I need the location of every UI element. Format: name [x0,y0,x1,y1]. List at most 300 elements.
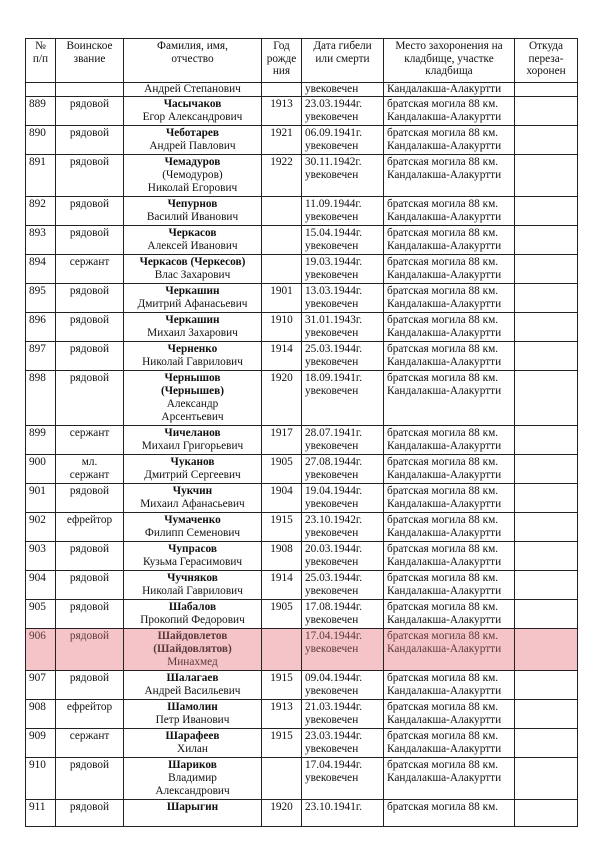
death-line: 31.01.1943г. [305,314,363,326]
cell-rank: ефрейтор [56,700,124,729]
cell-name [124,255,262,284]
surname: Черкашин [165,314,220,326]
cell-death [302,629,384,671]
cell-name: Андрей Степанович [124,83,262,97]
place-line: Кандалакша-Алакуртти [387,772,502,784]
given-name-line: Кузьма Герасимович [142,556,243,568]
table-row [26,255,578,284]
place-line: братская могила 88 км. [387,759,499,771]
death-line: 25.03.1944г. [305,572,363,584]
cell-place [384,800,515,827]
cell-death [302,484,384,513]
place-line: Кандалакша-Алакуртти [387,111,502,123]
header-death [302,39,384,83]
header-rank [56,39,124,83]
cell-death [302,513,384,542]
surname: Чуканов [170,456,215,468]
header-rank-line: Воинское [66,40,113,52]
cell-year [262,83,302,97]
death-line: увековечен [305,469,359,481]
given-name-line: Николай Егорович [147,182,238,194]
cell-num: 890 [26,126,56,155]
given-name-line: Александр [166,398,219,410]
rank-line: сержант [69,469,110,481]
cell-year: 1920 [262,800,302,827]
place-line: Кандалакша-Алакуртти [387,298,502,310]
place-line: Кандалакша-Алакуртти [387,643,502,655]
header-year-line: ния [272,65,291,77]
cell-year: 1905 [262,600,302,629]
table-row [26,542,578,571]
cell-name [124,455,262,484]
cell-place [384,455,515,484]
place-line: братская могила 88 км. [387,372,499,384]
cell-name [124,800,262,827]
cell-year: 1920 [262,371,302,426]
cell-reburied [515,758,578,800]
place-line: братская могила 88 км. [387,314,499,326]
given-name-line: Прокопий Федорович [140,614,245,626]
surname: Черненко [167,343,218,355]
cell-death [302,542,384,571]
cell-reburied [515,671,578,700]
surname: Чеботарев [165,127,220,139]
cell-num: 891 [26,155,56,197]
cell-name [124,197,262,226]
given-name-line: Дмитрий Афанасьевич [137,298,248,310]
table-row [26,342,578,371]
death-line: увековечен [305,240,359,252]
death-line: 23.03.1944г. [305,730,363,742]
cell-death [302,671,384,700]
death-line: увековечен [305,743,359,755]
cell-num [26,83,56,97]
surname: Шабалов [168,601,217,613]
cell-rank: рядовой [56,758,124,800]
cell-year: 1915 [262,513,302,542]
cell-rank: ефрейтор [56,513,124,542]
cell-rank: рядовой [56,629,124,671]
death-line: увековечен [305,585,359,597]
continuation-row [26,83,578,97]
cell-reburied [515,83,578,97]
cell-name [124,371,262,426]
surname: Черкашин [165,285,220,297]
cell-name [124,342,262,371]
surname: Чернышов [164,372,221,384]
cell-place [384,729,515,758]
surname-alt: (Шайдовлятов) [153,643,232,655]
table-row [26,629,578,671]
header-reburied-line: Откуда [528,40,564,52]
cell-rank: рядовой [56,371,124,426]
header-name-line: Фамилия, имя, [157,40,228,52]
place-line: братская могила 88 км. [387,572,499,584]
cell-num: 897 [26,342,56,371]
death-line: 18.09.1941г. [305,372,363,384]
cell-rank: рядовой [56,342,124,371]
header-num [26,39,56,83]
cell-num: 893 [26,226,56,255]
cell-rank: рядовой [56,484,124,513]
place-line: Кандалакша-Алакуртти [387,327,502,339]
header-num-line: п/п [32,52,49,65]
surname: Черкасов [168,227,217,239]
cell-num: 909 [26,729,56,758]
cell-year [262,758,302,800]
table-row [26,700,578,729]
cell-death [302,126,384,155]
cell-year: 1913 [262,700,302,729]
place-line: братская могила 88 км. [387,730,499,742]
cell-name [124,542,262,571]
cell-death [302,800,384,827]
given-name-line: (Чемодуров) [162,169,223,181]
place-line: братская могила 88 км. [387,514,499,526]
table-row [26,284,578,313]
table-row [26,513,578,542]
given-name-line: Андрей Васильевич [144,685,241,697]
death-line: увековечен [305,211,359,223]
place-line: братская могила 88 км. [387,343,499,355]
header-num-line: № [35,40,46,52]
given-name-line: Михаил Захарович [147,327,238,339]
cell-rank: рядовой [56,671,124,700]
header-place-line: Место захоронения на [395,40,503,52]
header-name-line: отчество [171,52,214,65]
cell-reburied [515,600,578,629]
given-name-line: Минахмед [167,656,218,668]
cell-num: 903 [26,542,56,571]
cell-death [302,371,384,426]
given-name-line: Николай Гаврилович [142,585,243,597]
cell-year: 1917 [262,426,302,455]
cell-reburied [515,542,578,571]
cell-year: 1910 [262,313,302,342]
table-row [26,197,578,226]
place-line: братская могила 88 км. [387,701,499,713]
cell-rank: рядовой [56,284,124,313]
header-year [262,39,302,83]
place-line: Кандалакша-Алакуртти [387,498,502,510]
cell-name [124,313,262,342]
cell-num: 889 [26,97,56,126]
cell-name [124,571,262,600]
death-line: 25.03.1944г. [305,343,363,355]
given-name-line: Михаил Афанасьевич [140,498,245,510]
death-line: увековечен [305,140,359,152]
surname-alt: (Чернышев) [160,385,225,397]
cell-name [124,700,262,729]
cell-rank: рядовой [56,313,124,342]
cell-name [124,629,262,671]
place-line: Кандалакша-Алакуртти [387,614,502,626]
cell-num: 907 [26,671,56,700]
cell-num: 901 [26,484,56,513]
death-line: увековечен [305,298,359,310]
place-line: Кандалакша-Алакуртти [387,714,502,726]
cell-place [384,284,515,313]
header-death-line: или смерти [315,52,370,65]
surname: Чичеланов [164,427,221,439]
given-name-line: Владимир [168,772,217,784]
place-line: Кандалакша-Алакуртти [387,211,502,223]
cell-year: 1915 [262,671,302,700]
cell-num: 908 [26,700,56,729]
cell-reburied [515,97,578,126]
table-row [26,800,578,827]
cell-name [124,513,262,542]
header-year-line: рожде [266,52,297,65]
cell-rank: рядовой [56,226,124,255]
cell-place [384,226,515,255]
surname: Чемадуров [164,156,221,168]
cell-year [262,629,302,671]
death-line: увековечен [305,685,359,697]
cell-place [384,126,515,155]
cell-name [124,729,262,758]
cell-place [384,758,515,800]
place-line: братская могила 88 км. [387,630,499,642]
cell-place [384,255,515,284]
cell-place [384,342,515,371]
cell-place [384,513,515,542]
cell-place [384,571,515,600]
cell-death [302,255,384,284]
death-line: 27.08.1944г. [305,456,363,468]
cell-death [302,313,384,342]
header-reburied [515,39,578,83]
cell-name [124,155,262,197]
cell-rank: рядовой [56,600,124,629]
cell-name [124,671,262,700]
place-line: братская могила 88 км. [387,601,499,613]
cell-death [302,284,384,313]
surname: Шамолин [167,701,218,713]
cell-rank: рядовой [56,155,124,197]
cell-num: 906 [26,629,56,671]
given-name-line: Влас Захарович [154,269,231,281]
place-line: братская могила 88 км. [387,801,499,813]
place-line: Кандалакша-Алакуртти [387,240,502,252]
death-line: 09.04.1944г. [305,672,363,684]
cell-death [302,729,384,758]
table-row [26,455,578,484]
table-row [26,313,578,342]
place-line: братская могила 88 км. [387,672,499,684]
given-name-line: Василий Иванович [146,211,239,223]
death-line: 23.03.1944г. [305,98,363,110]
cell-rank: рядовой [56,97,124,126]
death-line: 20.03.1944г. [305,543,363,555]
cell-death [302,97,384,126]
death-line: 17.08.1944г. [305,601,363,613]
place-line: братская могила 88 км. [387,485,499,497]
cell-reburied [515,729,578,758]
cell-death [302,426,384,455]
cell-place [384,371,515,426]
place-line: Кандалакша-Алакуртти [387,140,502,152]
cell-death [302,700,384,729]
cell-year: 1913 [262,97,302,126]
death-line: увековечен [305,111,359,123]
cell-year: 1921 [262,126,302,155]
place-line: братская могила 88 км. [387,227,499,239]
cell-reburied [515,197,578,226]
death-line: 06.09.1941г. [305,127,363,139]
cell-reburied [515,484,578,513]
surname: Чукчин [172,485,213,497]
table-row [26,226,578,255]
table-row [26,758,578,800]
cell-year: 1905 [262,455,302,484]
surname: Черкасов (Черкесов) [139,256,246,268]
cell-rank: сержант [56,255,124,284]
cell-death [302,600,384,629]
death-line: увековечен [305,614,359,626]
place-line: Кандалакша-Алакуртти [387,356,502,368]
given-name-line: Александрович [155,785,230,797]
given-name-line: Петр Иванович [155,714,230,726]
table-row [26,484,578,513]
cell-name [124,226,262,255]
cell-num: 902 [26,513,56,542]
cell-reburied [515,342,578,371]
cell-rank: рядовой [56,800,124,827]
header-reburied-line: переза- [528,52,564,65]
header-year-line: Год [273,40,290,52]
place-line: Кандалакша-Алакуртти [387,169,502,181]
death-line: увековечен [305,714,359,726]
given-name-line: Арсентьевич [161,411,224,423]
death-line: 17.04.1944г. [305,759,363,771]
surname: Шариков [168,759,217,771]
death-line: 19.03.1944г. [305,256,363,268]
surname: Чупрасов [168,543,217,555]
table-row [26,97,578,126]
place-line: братская могила 88 км. [387,98,499,110]
header-reburied-line: хоронен [526,65,566,77]
cell-reburied [515,255,578,284]
cell-death [302,455,384,484]
header-rank-line: звание [73,52,106,65]
surname: Чучняков [167,572,218,584]
cell-place [384,542,515,571]
death-line: увековечен [305,269,359,281]
cell-rank [56,83,124,97]
cell-year: 1922 [262,155,302,197]
death-line: 23.10.1942г. [305,514,363,526]
death-line: 13.03.1944г. [305,285,363,297]
cell-name [124,600,262,629]
cell-name [124,426,262,455]
cell-reburied [515,313,578,342]
death-line: 23.10.1941г. [305,801,363,813]
cell-place [384,97,515,126]
death-line: 21.03.1944г. [305,701,363,713]
cell-death [302,342,384,371]
death-line: увековечен [305,556,359,568]
cell-reburied [515,629,578,671]
cell-place [384,700,515,729]
death-line: увековечен [305,440,359,452]
place-line: Кандалакша-Алакуртти [387,556,502,568]
death-line: 19.04.1944г. [305,485,363,497]
cell-name [124,484,262,513]
place-line: братская могила 88 км. [387,427,499,439]
cell-year: 1901 [262,284,302,313]
header-place [384,39,515,83]
place-line: Кандалакша-Алакуртти [387,743,502,755]
cell-reburied [515,571,578,600]
cell-name [124,126,262,155]
cell-year: 1914 [262,571,302,600]
death-line: 17.04.1944г. [305,630,363,642]
cell-rank: рядовой [56,126,124,155]
cell-place [384,629,515,671]
surname: Часычаков [163,98,222,110]
death-line: увековечен [305,498,359,510]
cell-reburied [515,800,578,827]
cell-place [384,155,515,197]
table-row [26,671,578,700]
table-row [26,155,578,197]
surname: Шайдовлетов [157,630,228,642]
cell-num: 899 [26,426,56,455]
cell-place [384,313,515,342]
surname: Шарафеев [165,730,220,742]
cell-name [124,758,262,800]
burial-roster-table [25,38,578,827]
given-name-line: Хилан [177,743,208,755]
table-row [26,371,578,426]
cell-rank: рядовой [56,571,124,600]
cell-reburied [515,455,578,484]
cell-num: 898 [26,371,56,426]
place-line: Кандалакша-Алакуртти [387,269,502,281]
cell-place [384,671,515,700]
death-line: увековечен [305,643,359,655]
cell-num: 895 [26,284,56,313]
death-line: увековечен [305,385,359,397]
table-row [26,729,578,758]
cell-rank: сержант [56,729,124,758]
given-name-line: Алексей Иванович [147,240,238,252]
place-line: братская могила 88 км. [387,198,499,210]
cell-year: 1908 [262,542,302,571]
cell-place [384,197,515,226]
cell-death [302,571,384,600]
cell-num: 905 [26,600,56,629]
place-line: Кандалакша-Алакуртти [387,685,502,697]
place-line: братская могила 88 км. [387,256,499,268]
cell-rank: рядовой [56,542,124,571]
cell-rank: рядовой [56,197,124,226]
cell-name [124,284,262,313]
cell-reburied [515,513,578,542]
cell-reburied [515,126,578,155]
surname: Шалагаев [166,672,219,684]
cell-year [262,226,302,255]
cell-death [302,197,384,226]
cell-rank: сержант [56,426,124,455]
cell-place [384,600,515,629]
death-line: увековечен [305,527,359,539]
place-line: братская могила 88 км. [387,456,499,468]
header-death-line: Дата гибели [313,40,372,52]
place-line: братская могила 88 км. [387,543,499,555]
cell-year [262,197,302,226]
